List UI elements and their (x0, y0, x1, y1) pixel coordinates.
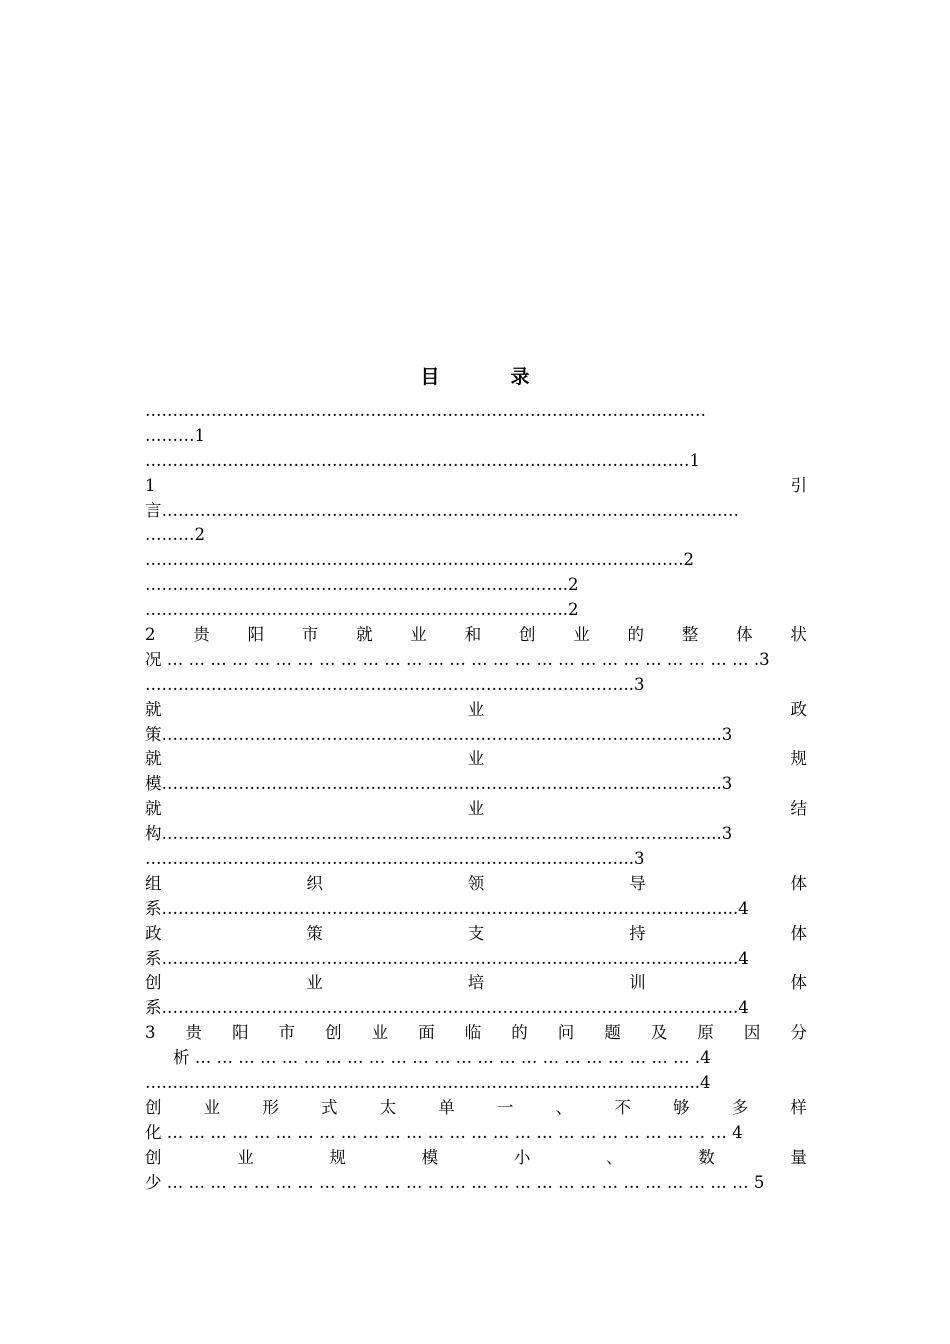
toc-line-char: 题 (604, 1023, 621, 1043)
toc-line-char: 业 (306, 973, 323, 993)
toc-line-char: 阳 (232, 1023, 249, 1043)
toc-line-char: 数 (698, 1147, 715, 1167)
toc-line-text: 少 … … … … … … … … … … … … … … … … … … … … … … … … … … … 5 (145, 1172, 765, 1192)
toc-line-char: 结 (790, 799, 807, 819)
toc-line-char: 训 (629, 973, 646, 993)
toc-line-text: 系…………………………………………………………………………………………...4 (145, 898, 749, 918)
toc-line-char: 体 (790, 973, 807, 993)
toc-line-char: 、 (606, 1147, 623, 1167)
toc-line (145, 971, 807, 996)
toc-line-char: 创 (518, 625, 536, 645)
toc-line-text: 言…………………………………………………………………………………………… (145, 500, 739, 520)
toc-line-char: 的 (511, 1023, 528, 1043)
toc-line (145, 723, 807, 748)
toc-line-char: 小 (513, 1147, 531, 1167)
toc-line (145, 598, 807, 623)
toc-line (145, 772, 807, 797)
toc-line-text: ……………………………………………………………………………..3 (145, 674, 645, 694)
toc-line-char: 创 (145, 1097, 162, 1117)
toc-line-char: 模 (421, 1147, 439, 1167)
toc-line-char: 问 (557, 1023, 575, 1043)
toc-line-char: 就 (145, 699, 162, 719)
toc-line-char: 和 (464, 625, 482, 645)
toc-line-char: 阳 (247, 625, 265, 645)
toc-line-char: 创 (325, 1023, 342, 1043)
toc-line-text: 策………………………………………………………………………………………...3 (145, 724, 733, 744)
toc-line-char: 形 (262, 1097, 279, 1117)
toc-line-char: 多 (731, 1097, 749, 1117)
toc-line-text: 化 … … … … … … … … … … … … … … … … … … … … … … … … … … 4 (145, 1122, 743, 1142)
toc-line (145, 1046, 807, 1071)
toc-line (145, 474, 807, 499)
toc-line-char: 支 (467, 923, 485, 943)
toc-line (145, 822, 807, 847)
toc-line-text: ………2 (145, 525, 205, 545)
toc-line-char: 业 (573, 625, 590, 645)
toc-line-char: 单 (438, 1097, 455, 1117)
toc-line (145, 947, 807, 972)
toc-title: 目 录 (420, 366, 556, 388)
toc-line-text: ………………………………………………………………………………………1 (145, 450, 700, 470)
toc-line-char: 创 (145, 973, 162, 993)
toc-line (145, 548, 807, 573)
toc-line-char: 面 (418, 1023, 435, 1043)
toc-line-text: 模………………………………………………………………………………………...3 (145, 774, 733, 794)
toc-line (145, 573, 807, 598)
toc-line-text: ………………………………………………………………………………………..4 (145, 1073, 711, 1093)
toc-line-char: 创 (145, 1147, 162, 1167)
toc-line-text: ………1 (145, 425, 205, 445)
toc-line-char: 体 (790, 923, 807, 943)
toc-line-char: 引 (790, 475, 807, 495)
toc-line-char: 状 (790, 625, 807, 645)
toc-line-char: 织 (306, 873, 323, 893)
toc-line-char: 就 (356, 625, 373, 645)
toc-line-char: 持 (629, 923, 646, 943)
toc-line-text: 构………………………………………………………………………………………...3 (145, 824, 733, 844)
toc-line-char: 培 (467, 973, 485, 993)
toc-line (145, 1121, 807, 1146)
toc-line-char: 业 (467, 699, 485, 719)
toc-line-char: 贵 (185, 1023, 203, 1043)
toc-line (145, 1021, 807, 1046)
toc-line-char: 3 (145, 1023, 156, 1043)
toc-line-char: 就 (145, 799, 162, 819)
toc-line-char: 贵 (193, 625, 210, 645)
toc-line (145, 747, 807, 772)
toc-line-text: …………………………………………………………………..2 (145, 600, 579, 620)
toc-line (145, 1071, 807, 1096)
toc-line-char: 业 (237, 1147, 254, 1167)
toc-line (145, 922, 807, 947)
toc-line-char: 一 (497, 1097, 514, 1117)
toc-line (145, 698, 807, 723)
toc-line-char: 业 (467, 799, 485, 819)
toc-line-text: 析 … … … … … … … … … … … … … … … … … … … … … … … .4 (173, 1048, 711, 1068)
toc-line-char: 导 (629, 873, 646, 893)
toc-line-text: 况 … … … … … … … … … … … … … … … … … … … … … … … … … … … .3 (145, 649, 770, 669)
toc-line (145, 399, 807, 424)
toc-line (145, 623, 807, 648)
toc-line-char: 规 (329, 1147, 346, 1167)
toc-line (145, 673, 807, 698)
toc-line-char: 分 (790, 1023, 807, 1043)
toc-line-text: …………………………………………………………………..2 (145, 575, 579, 595)
toc-line (145, 897, 807, 922)
toc-line (145, 1171, 807, 1196)
toc-line-char: 及 (650, 1023, 668, 1043)
toc-line (145, 1146, 807, 1171)
toc-line (145, 424, 807, 449)
toc-line (145, 847, 807, 872)
toc-line-char: 样 (790, 1097, 807, 1117)
toc-line-char: 市 (278, 1023, 296, 1043)
toc-line-char: 式 (321, 1097, 338, 1117)
toc-line (145, 797, 807, 822)
toc-line (145, 872, 807, 897)
toc-line-char: 就 (145, 749, 162, 769)
toc-body (145, 399, 807, 1196)
toc-line (145, 449, 807, 474)
toc-line-char: 量 (790, 1147, 807, 1167)
toc-line (145, 648, 807, 673)
toc-line-text: 系…………………………………………………………………………………………...4 (145, 948, 749, 968)
toc-line-char: 体 (790, 873, 807, 893)
toc-line-char: 临 (464, 1023, 482, 1043)
toc-line-text: 系…………………………………………………………………………………………...4 (145, 998, 749, 1018)
toc-line-char: 业 (410, 625, 427, 645)
toc-line-text: ………………………………………………………………………………………… (145, 401, 706, 420)
toc-line-char: 政 (790, 699, 807, 719)
toc-line-char: 体 (736, 625, 753, 645)
toc-line-char: 业 (371, 1023, 389, 1043)
toc-line-char: 市 (301, 625, 319, 645)
toc-line-char: 够 (673, 1097, 690, 1117)
toc-line-char: 策 (306, 923, 323, 943)
toc-line (145, 996, 807, 1021)
toc-line-char: 政 (145, 923, 162, 943)
toc-line-char: 2 (145, 625, 156, 645)
toc-line-text: ……………………………………………………………………………………..2 (145, 550, 694, 570)
toc-line (145, 523, 807, 548)
toc-line-char: 原 (697, 1023, 714, 1043)
toc-line (145, 1096, 807, 1121)
toc-line-char: 、 (555, 1097, 573, 1117)
toc-line-char: 规 (790, 749, 807, 769)
toc-line-char: 不 (614, 1097, 631, 1117)
toc-line-char: 太 (379, 1097, 397, 1117)
toc-line-char: 业 (203, 1097, 221, 1117)
toc-line-text: ……………………………………………………………………………..3 (145, 849, 645, 869)
toc-line-char: 组 (145, 873, 162, 893)
toc-line-char: 因 (743, 1023, 761, 1043)
toc-line-char: 的 (627, 625, 645, 645)
toc-line-char: 1 (145, 475, 156, 495)
toc-line (145, 499, 807, 524)
toc-line-char: 业 (467, 749, 485, 769)
toc-line-char: 整 (681, 625, 699, 645)
toc-line-char: 领 (467, 873, 485, 893)
